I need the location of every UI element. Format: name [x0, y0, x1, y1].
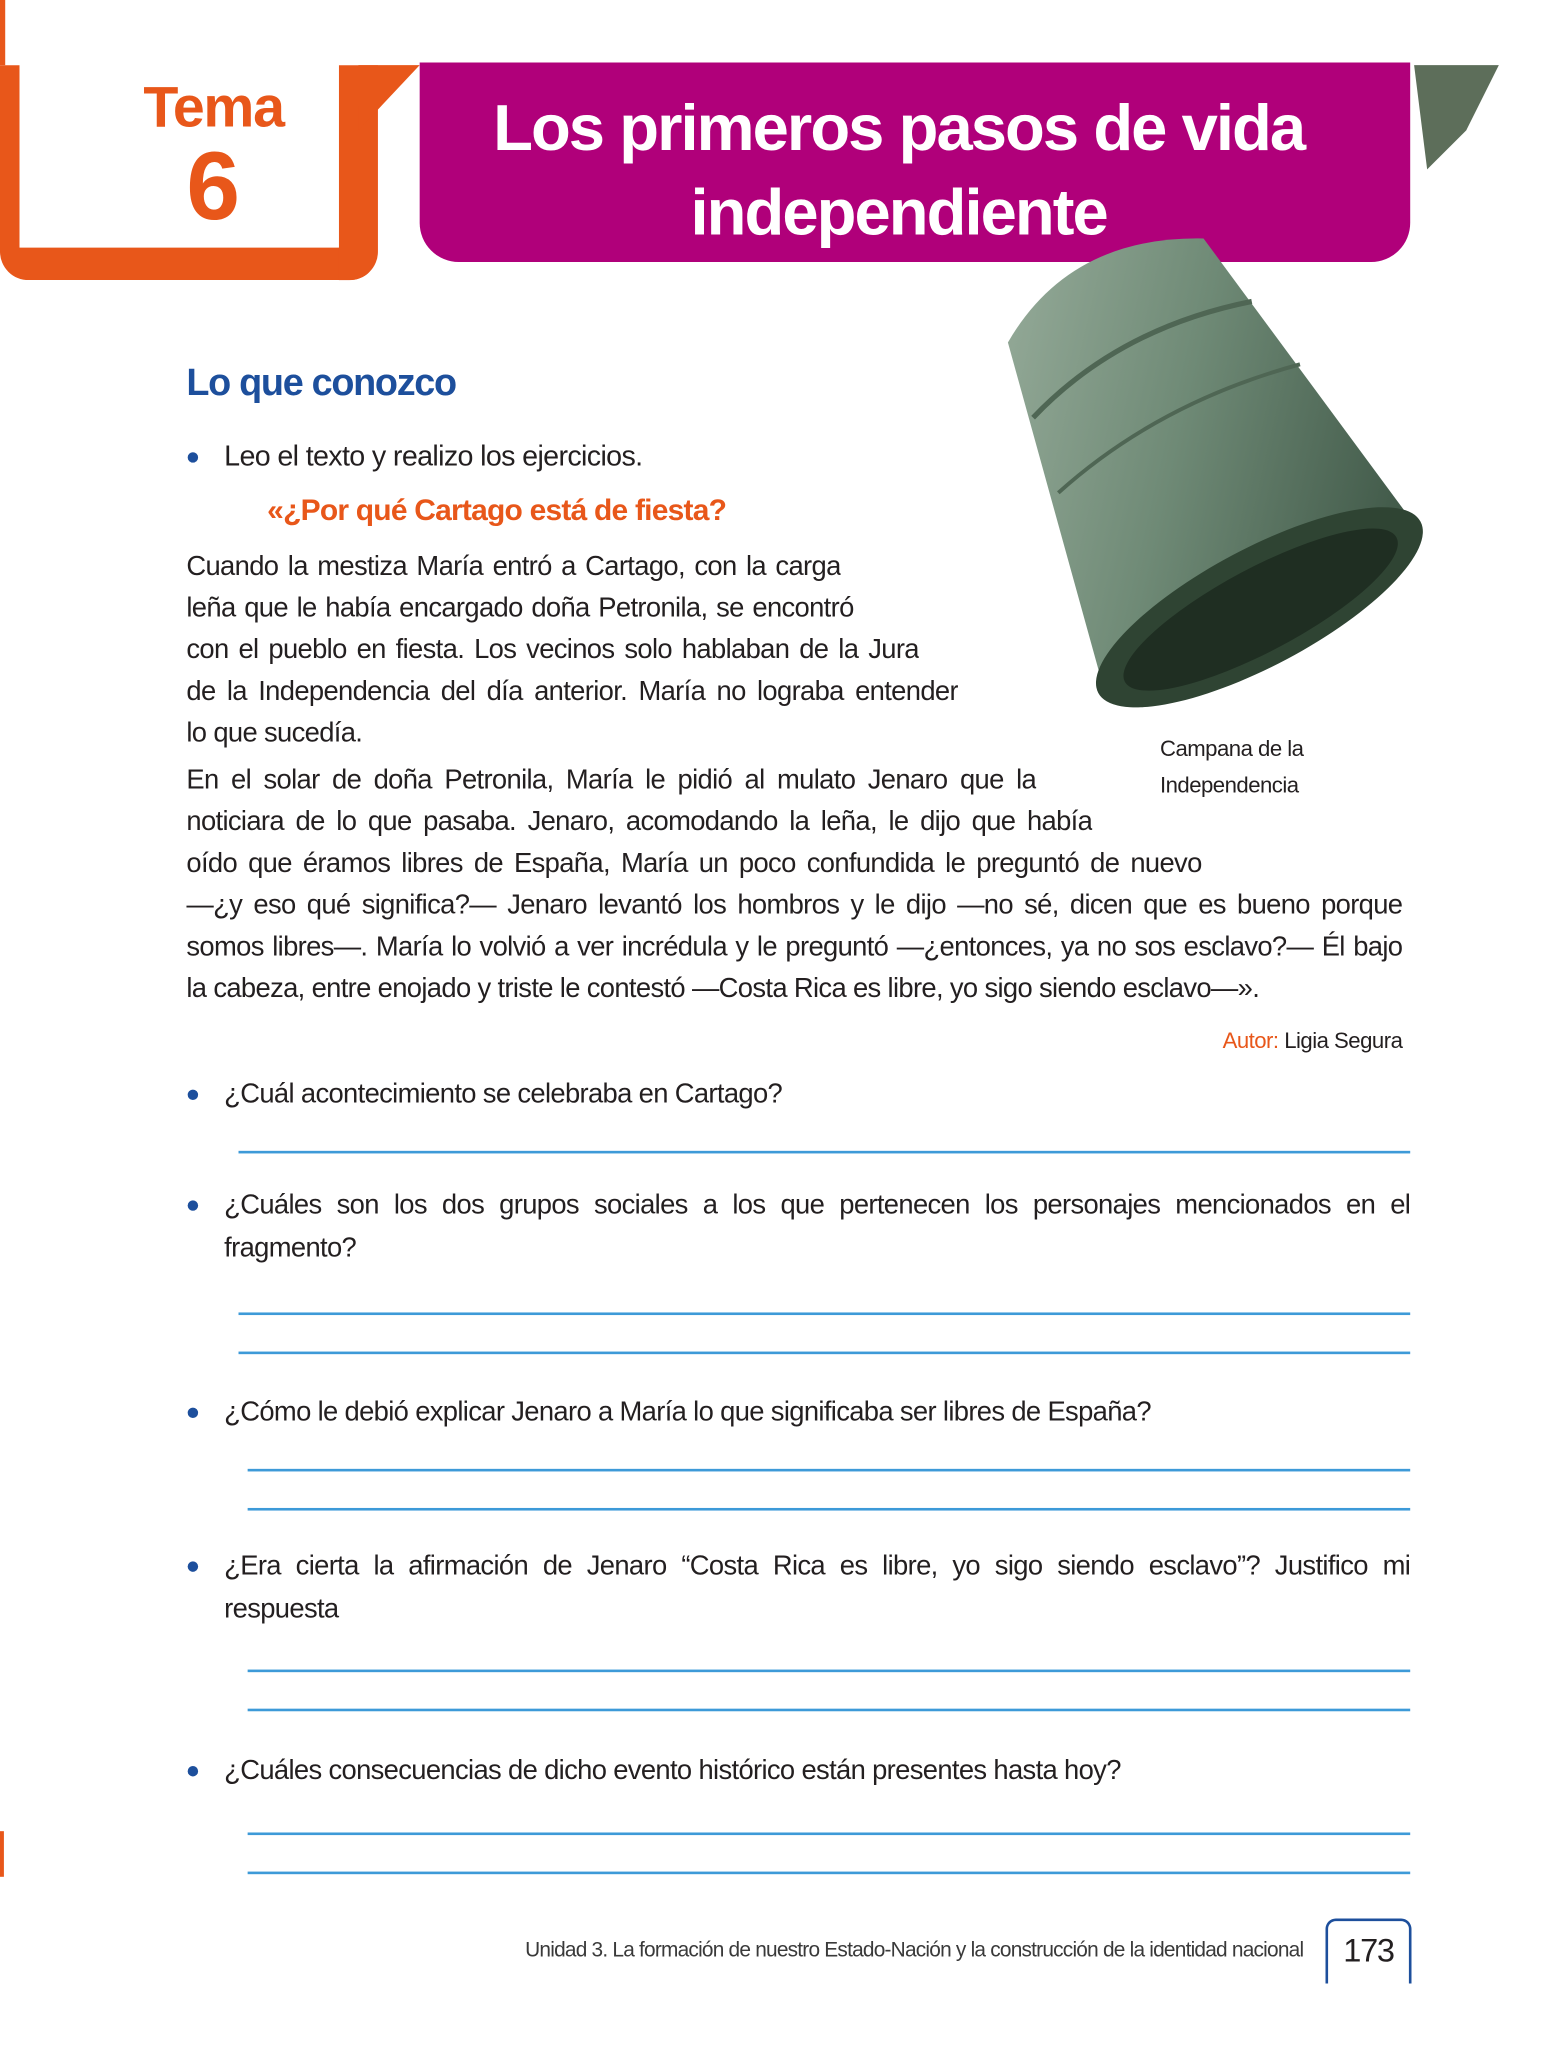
- reading-title: «¿Por qué Cartago está de fiesta?: [267, 492, 727, 527]
- author-name: Ligia Segura: [1284, 1028, 1403, 1054]
- answer-line[interactable]: [248, 1709, 1411, 1712]
- bullet-icon: [188, 1090, 198, 1100]
- reading-line: de la Independencia del día anterior. María no lograba entender: [186, 676, 958, 707]
- answer-line[interactable]: [248, 1508, 1411, 1511]
- author-label: Autor:: [1222, 1028, 1279, 1054]
- reading-line: noticiara de lo que pasaba. Jenaro, acomodando la leña, le dijo que había: [186, 806, 1093, 837]
- bell-image: [854, 52, 1506, 710]
- question-2: ¿Cuáles son los dos grupos sociales a los que pertenecen los personajes mencionados en el: [224, 1189, 1411, 1220]
- reading-line: —¿y eso qué significa?— Jenaro levantó los hombros y le dijo —no sé, dicen que es bueno porque: [186, 890, 1403, 921]
- bullet-icon: [188, 1200, 198, 1210]
- bullet-icon: [188, 1561, 198, 1571]
- question-1: ¿Cuál acontecimiento se celebraba en Cartago?: [224, 1079, 783, 1110]
- answer-line[interactable]: [248, 1469, 1411, 1472]
- reading-line: lo que sucedía.: [186, 718, 363, 749]
- reading-line: oído que éramos libres de España, María un poco confundida le preguntó de nuevo: [186, 848, 1202, 879]
- question-4: ¿Era cierta la afirmación de Jenaro “Costa Rica es libre, yo sigo siendo esclavo”? Justifico mi: [224, 1550, 1411, 1581]
- answer-line[interactable]: [239, 1352, 1411, 1355]
- orange-edge-mark: [0, 1831, 4, 1877]
- reading-line: la cabeza, entre enojado y triste le contestó —Costa Rica es libre, yo sigo siendo esclavo—».: [186, 973, 1260, 1004]
- question-5: ¿Cuáles consecuencias de dicho evento histórico están presentes hasta hoy?: [224, 1755, 1121, 1786]
- tema-label: Tema: [143, 75, 284, 140]
- frame-connector: [358, 65, 419, 130]
- answer-line[interactable]: [239, 1151, 1411, 1154]
- page-number: 173: [1325, 1919, 1411, 1984]
- answer-line[interactable]: [248, 1872, 1411, 1875]
- bullet-icon: [188, 1766, 198, 1776]
- reading-line: con el pueblo en fiesta. Los vecinos solo hablaban de la Jura: [186, 634, 919, 665]
- image-caption: Campana de la: [1159, 736, 1304, 762]
- reading-line: somos libres—. María lo volvió a ver incrédula y le preguntó —¿entonces, ya no sos esclavo?— Él bajo: [186, 931, 1403, 962]
- page-title-line1: Los primeros pasos de vida: [493, 91, 1305, 165]
- answer-line[interactable]: [248, 1670, 1411, 1673]
- question-3: ¿Cómo le debió explicar Jenaro a María lo que significaba ser libres de España?: [224, 1397, 1151, 1428]
- image-caption: Independencia: [1159, 772, 1299, 798]
- reading-line: leña que le había encargado doña Petronila, se encontró: [186, 593, 854, 623]
- orange-edge: [0, 0, 5, 65]
- bullet-icon: [188, 452, 198, 462]
- answer-line[interactable]: [239, 1312, 1411, 1315]
- question-2-cont: fragmento?: [224, 1232, 357, 1263]
- section-heading: Lo que conozco: [186, 362, 456, 405]
- answer-line[interactable]: [248, 1832, 1411, 1835]
- question-4-cont: respuesta: [224, 1593, 339, 1624]
- reading-line: Cuando la mestiza María entró a Cartago, con la carga: [186, 551, 841, 582]
- footer-unit-text: Unidad 3. La formación de nuestro Estado-Nación y la construcción de la identidad nacional: [525, 1939, 1304, 1962]
- reading-line: En el solar de doña Petronila, María le pidió al mulato Jenaro que la: [186, 765, 1037, 796]
- page-title-line2: independiente: [690, 175, 1107, 249]
- instruction-text: Leo el texto y realizo los ejercicios.: [224, 439, 643, 472]
- author-credit: [1223, 1023, 1403, 1059]
- bullet-icon: [188, 1408, 198, 1418]
- tema-number: 6: [186, 131, 241, 240]
